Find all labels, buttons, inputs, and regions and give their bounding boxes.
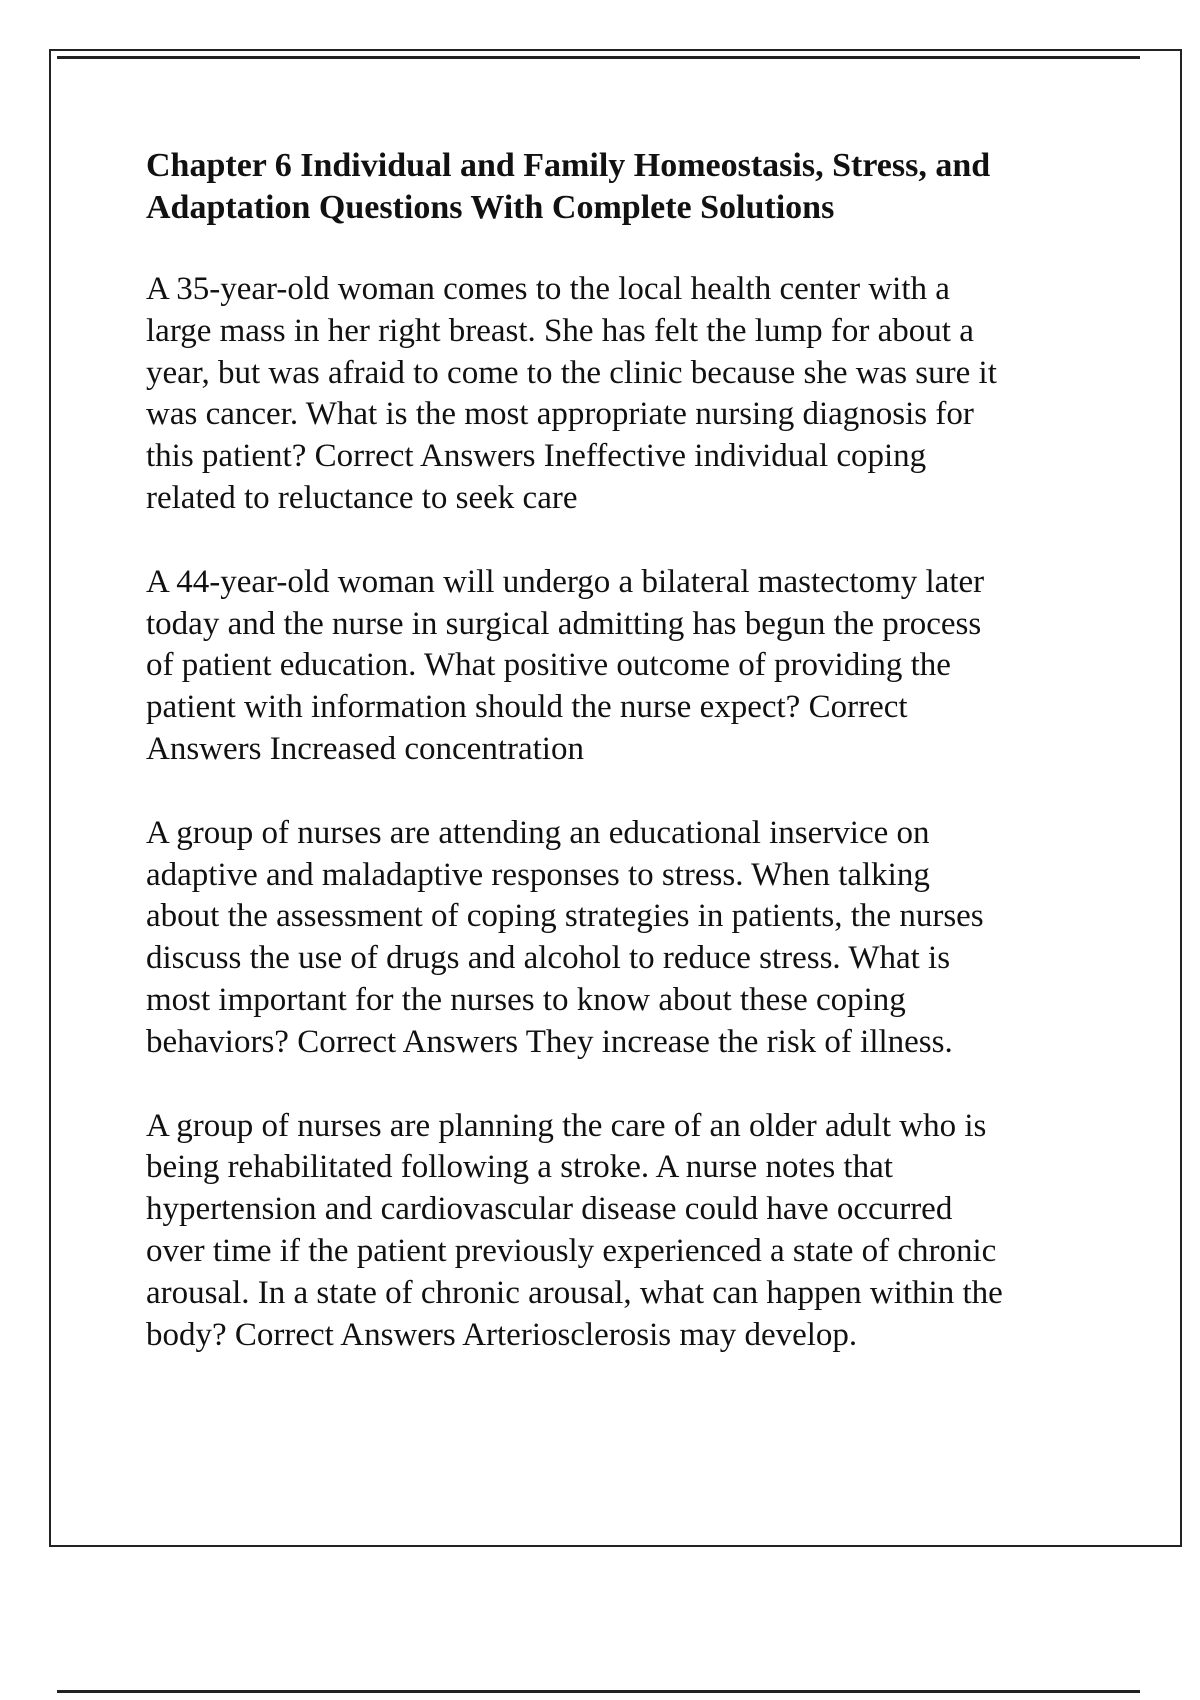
- text-line: large mass in her right breast. She has felt the lump for about a: [146, 312, 974, 349]
- title-line: Adaptation Questions With Complete Solutions: [146, 189, 835, 226]
- text-line: most important for the nurses to know about these coping: [146, 981, 906, 1018]
- question-paragraph: [146, 813, 1126, 1064]
- text-line: being rehabilitated following a stroke. A nurse notes that: [146, 1149, 893, 1186]
- text-line: adaptive and maladaptive responses to stress. When talking: [146, 856, 930, 893]
- question-paragraph: [146, 1106, 1126, 1357]
- text-line: patient with information should the nurse expect? Correct: [146, 689, 908, 726]
- text-line: of patient education. What positive outcome of providing the: [146, 647, 951, 684]
- text-line: over time if the patient previously experienced a state of chronic: [146, 1232, 997, 1269]
- text-line: body? Correct Answers Arteriosclerosis may develop.: [146, 1316, 858, 1353]
- text-line: arousal. In a state of chronic arousal, what can happen within the: [146, 1274, 1003, 1311]
- text-line: related to reluctance to seek care: [146, 479, 578, 516]
- text-line: A 35-year-old woman comes to the local health center with a: [146, 271, 950, 307]
- text-line: A 44-year-old woman will undergo a bilateral mastectomy later: [146, 563, 985, 600]
- text-line: Answers Increased concentration: [146, 730, 584, 767]
- text-line: discuss the use of drugs and alcohol to reduce stress. What is: [146, 940, 951, 977]
- text-line: hypertension and cardiovascular disease could have occurred: [146, 1191, 953, 1228]
- question-paragraph: [146, 562, 1126, 771]
- title-line: Chapter 6 Individual and Family Homeostasis, Stress, and: [146, 147, 991, 184]
- text-line: was cancer. What is the most appropriate nursing diagnosis for: [146, 396, 974, 433]
- document-title: [146, 145, 1126, 229]
- text-line: A group of nurses are planning the care of an older adult who is: [146, 1107, 987, 1144]
- question-paragraph: [146, 269, 1126, 520]
- text-line: year, but was afraid to come to the clinic because she was sure it: [146, 354, 997, 391]
- text-line: about the assessment of coping strategies in patients, the nurses: [146, 898, 984, 935]
- text-line: A group of nurses are attending an educational inservice on: [146, 814, 930, 851]
- text-line: behaviors? Correct Answers They increase the risk of illness.: [146, 1023, 953, 1060]
- document-body: [146, 145, 1126, 1398]
- bottom-rule: [57, 1690, 1140, 1693]
- text-line: this patient? Correct Answers Ineffective individual coping: [146, 438, 927, 475]
- text-line: today and the nurse in surgical admitting has begun the process: [146, 605, 982, 642]
- top-rule: [57, 56, 1140, 59]
